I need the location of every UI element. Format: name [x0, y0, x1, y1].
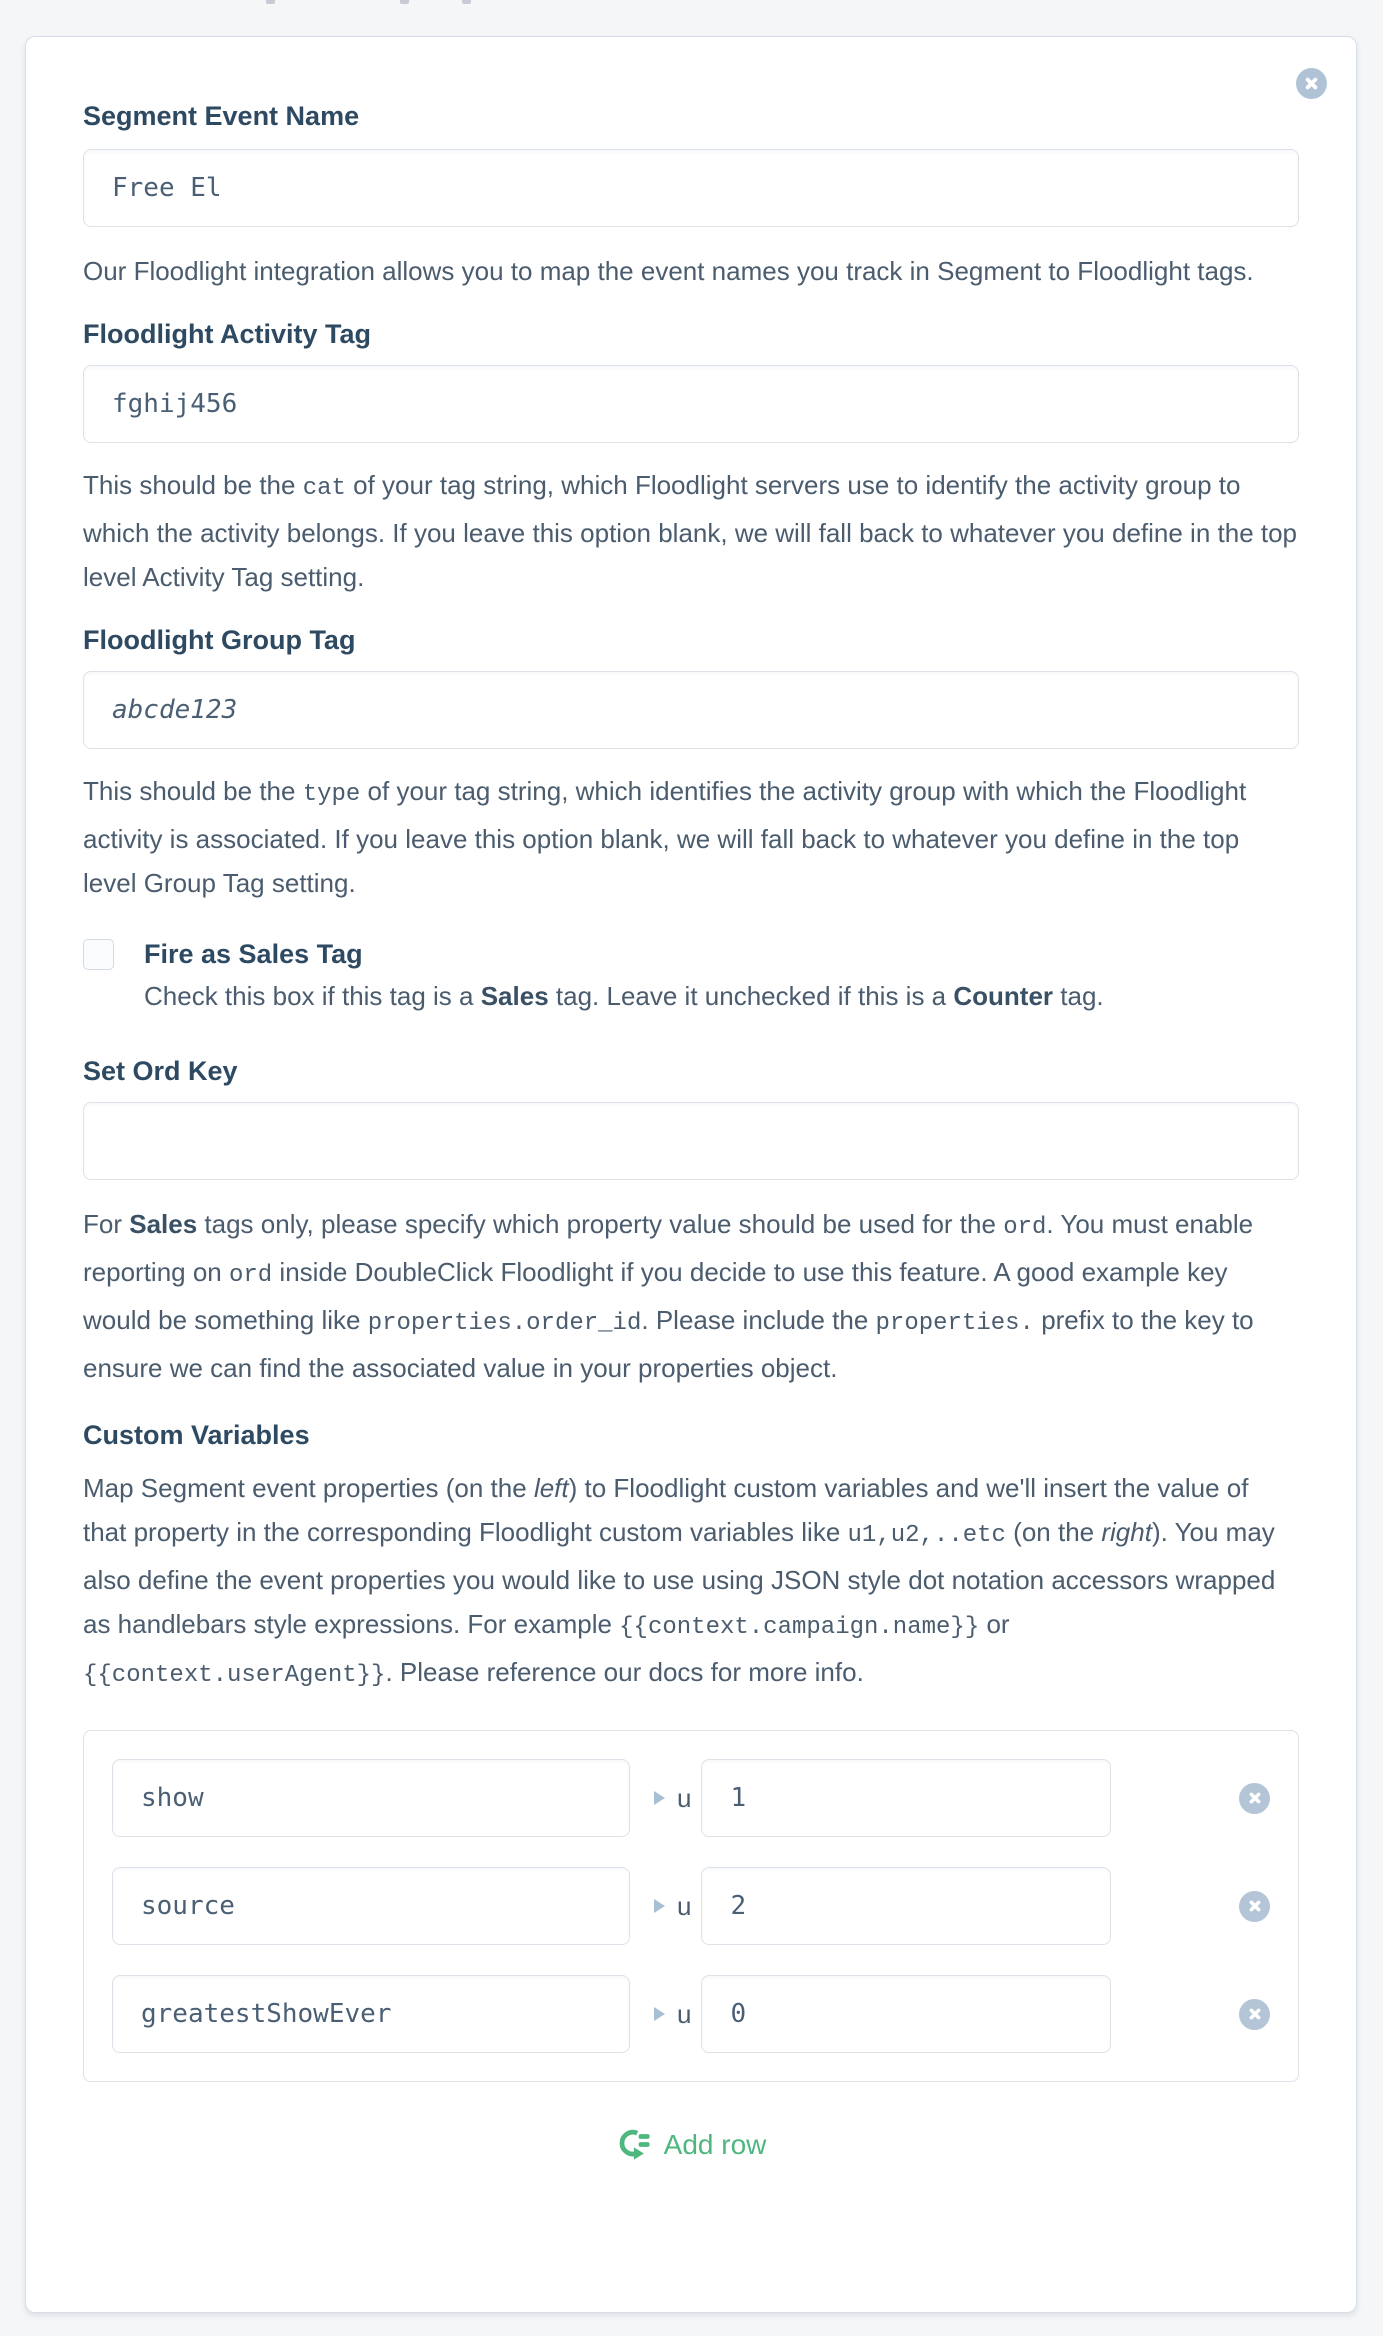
ord-key-description: For Sales tags only, please specify which property value should be used for the ord. You must enable reporting on ord inside DoubleClick Floodlight if you decide to use this feature. A good example key would be something like properties.order_id. Please include the properties. prefix to the key to ensure we can find the associated value in your properties object. — [83, 1209, 1254, 1383]
group-tag-title: Floodlight Group Tag — [83, 625, 356, 655]
custom-variables-table — [83, 1730, 1299, 2082]
u-prefix-label: u — [677, 1782, 692, 1813]
activity-tag-description: This should be the cat of your tag string, which Floodlight servers use to identify the activity group to which the activity belongs. If you leave this option blank, we will fall back to whatever you define in the top level Activity Tag setting. — [83, 470, 1298, 592]
property-input[interactable] — [112, 1975, 630, 2053]
fire-as-sales-tag-label: Fire as Sales Tag — [144, 939, 363, 969]
group-tag-input[interactable] — [83, 671, 1299, 749]
variable-number-input[interactable] — [701, 1759, 1111, 1837]
activity-tag-title: Floodlight Activity Tag — [83, 319, 371, 349]
ord-key-input[interactable] — [83, 1102, 1299, 1180]
add-row-icon — [616, 2128, 650, 2162]
property-input[interactable] — [112, 1759, 630, 1837]
custom-variables-title: Custom Variables — [83, 1420, 310, 1450]
activity-tag-input[interactable] — [83, 365, 1299, 443]
remove-row-button[interactable] — [1239, 1999, 1270, 2030]
u-prefix-label: u — [677, 1998, 692, 2029]
u-prefix-label: u — [677, 1890, 692, 1921]
fire-as-sales-tag-checkbox[interactable] — [83, 939, 114, 970]
custom-variable-row — [112, 1975, 1270, 2053]
fire-as-sales-tag-row — [83, 939, 1299, 970]
segment-event-name-input[interactable] — [83, 149, 1299, 227]
variable-number-input[interactable] — [701, 1975, 1111, 2053]
clipped-top-text — [400, 0, 409, 4]
clipped-top-text — [462, 0, 471, 4]
ord-key-title: Set Ord Key — [83, 1056, 238, 1086]
remove-icon — [1248, 2007, 1262, 2021]
remove-icon — [1248, 1899, 1262, 1913]
add-row-button[interactable] — [616, 2128, 767, 2162]
intro-text: Our Floodlight integration allows you to map the event names you track in Segment to Floodlight tags. — [83, 256, 1254, 286]
variable-number-input[interactable] — [701, 1867, 1111, 1945]
close-icon — [1304, 76, 1319, 91]
custom-variables-description: Map Segment event properties (on the left) to Floodlight custom variables and we'll insert the value of that property in the corresponding Floodlight custom variables like u1,u2,..etc (on the right). You may also define the event properties you would like to use using JSON style dot notation accessors wrapped as handlebars style expressions. For example {{context.campaign.name}} or {{context.userAgent}}. Please reference our docs for more info. — [83, 1473, 1276, 1689]
custom-variable-row — [112, 1759, 1270, 1837]
fire-as-sales-tag-description: Check this box if this tag is a Sales tag. Leave it unchecked if this is a Counter tag. — [144, 981, 1104, 1011]
remove-icon — [1248, 1791, 1262, 1805]
clipped-top-text — [266, 0, 275, 4]
close-button[interactable] — [1296, 68, 1327, 99]
arrow-right-icon — [654, 1899, 665, 1913]
custom-variable-row — [112, 1867, 1270, 1945]
add-row-label: Add row — [663, 2129, 767, 2160]
group-tag-description: This should be the type of your tag string, which identifies the activity group with which the Floodlight activity is associated. If you leave this option blank, we will fall back to whatever you define in the top level Group Tag setting. — [83, 776, 1247, 898]
remove-row-button[interactable] — [1239, 1891, 1270, 1922]
segment-event-name-title: Segment Event Name — [83, 101, 360, 131]
floodlight-mapping-modal — [25, 36, 1357, 2313]
arrow-right-icon — [654, 1791, 665, 1805]
remove-row-button[interactable] — [1239, 1783, 1270, 1814]
arrow-right-icon — [654, 2007, 665, 2021]
property-input[interactable] — [112, 1867, 630, 1945]
